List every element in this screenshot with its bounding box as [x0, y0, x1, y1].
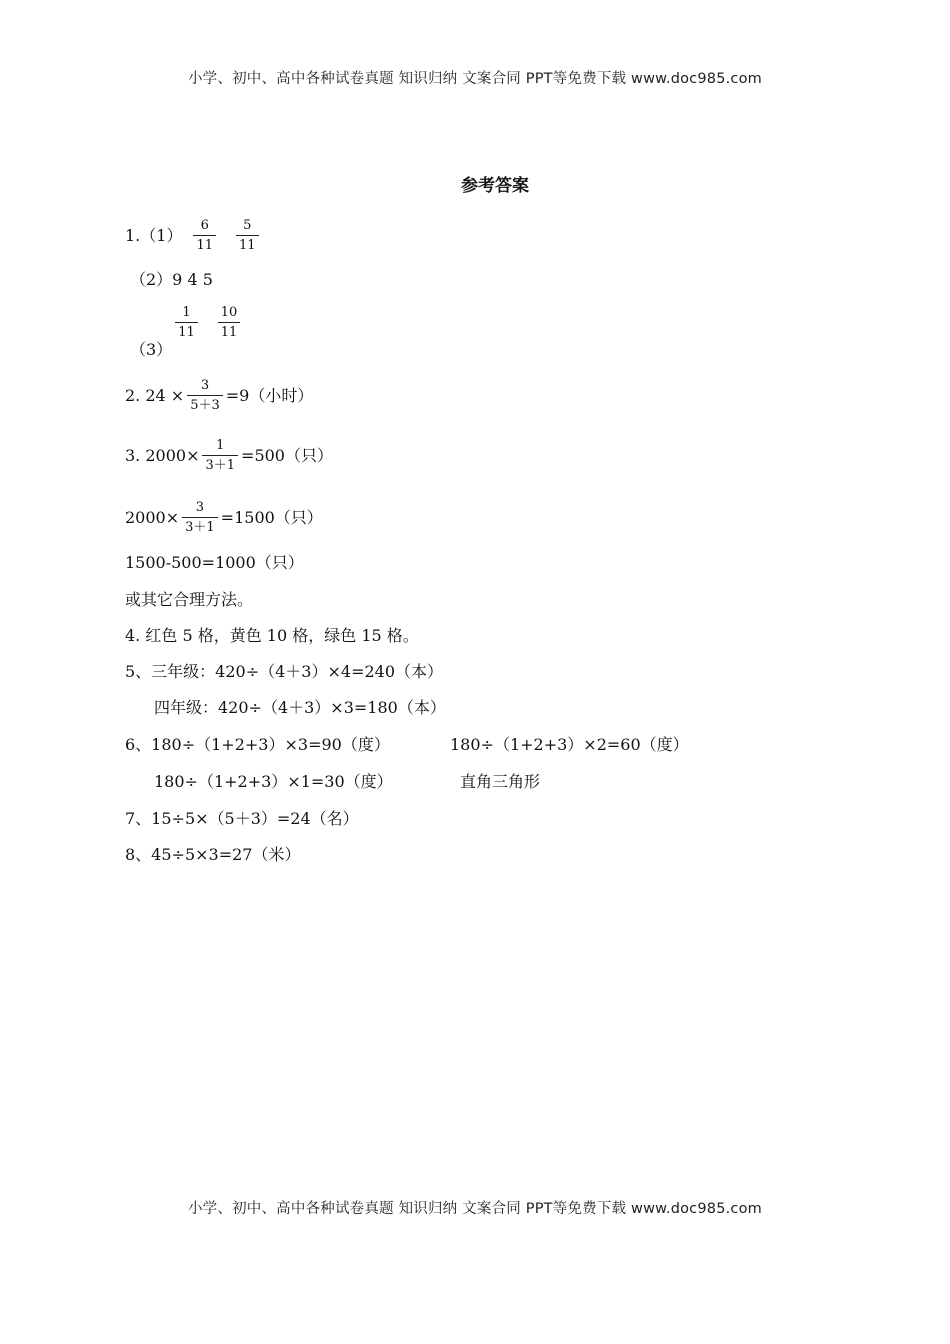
- answer-7: 7、15÷5×（5＋3）=24（名）: [125, 809, 359, 828]
- answer-5-line2: 四年级：420÷（4＋3）×3=180（本）: [154, 698, 446, 717]
- answer-3-line1: 3. 2000× $\frac{1}{3+1}$ =500（只）: [125, 438, 333, 473]
- page-title: 参考答案: [461, 176, 529, 196]
- page-header: 小学、初中、高中各种试卷真题 知识归纳 文案合同 PPT等免费下载 www.doc985.com: [187, 71, 763, 87]
- fraction: $\frac{3}{5+3}$: [187, 378, 223, 413]
- answer-6-c: 180÷（1+2+3）×1=30（度）: [154, 772, 393, 791]
- fraction: $\frac{3}{3+1}$: [182, 500, 218, 535]
- answer-6-a: 6、180÷（1+2+3）×3=90（度）: [125, 735, 390, 754]
- answer-2: 2. 24 × $\frac{3}{5+3}$ =9（小时）: [125, 378, 314, 413]
- page-footer: 小学、初中、高中各种试卷真题 知识归纳 文案合同 PPT等免费下载 www.doc985.com: [187, 1201, 763, 1217]
- answer-3-line3: 1500-500=1000（只）: [125, 553, 304, 572]
- answer-1-part1: [125, 218, 262, 253]
- answer-1-prefix: 1.（1）: [125, 225, 183, 245]
- answer-5-line1: 5、三年级：420÷（4＋3）×4=240（本）: [125, 662, 444, 681]
- answer-1-part2: （2）9 4 5: [130, 270, 213, 289]
- answer-6-d: 直角三角形: [460, 772, 541, 791]
- fraction: $\frac{10}{11}$: [218, 305, 241, 340]
- answer-4: 4. 红色 5 格，黄色 10 格，绿色 15 格。: [125, 626, 419, 645]
- fraction: $\frac{6}{11}$: [193, 218, 216, 253]
- answer-6-b: 180÷（1+2+3）×2=60（度）: [450, 735, 689, 754]
- answer-1-part3: （3） $\frac{1}{11}$ $\frac{10}{11}$: [130, 305, 243, 340]
- answer-3-note: 或其它合理方法。: [125, 590, 254, 609]
- fraction: $\frac{5}{11}$: [236, 218, 259, 253]
- answer-3-line2: 2000× $\frac{3}{3+1}$ =1500（只）: [125, 500, 323, 535]
- answer-8: 8、45÷5×3=27（米）: [125, 845, 301, 864]
- fraction: $\frac{1}{3+1}$: [202, 438, 238, 473]
- fraction: $\frac{1}{11}$: [175, 305, 198, 340]
